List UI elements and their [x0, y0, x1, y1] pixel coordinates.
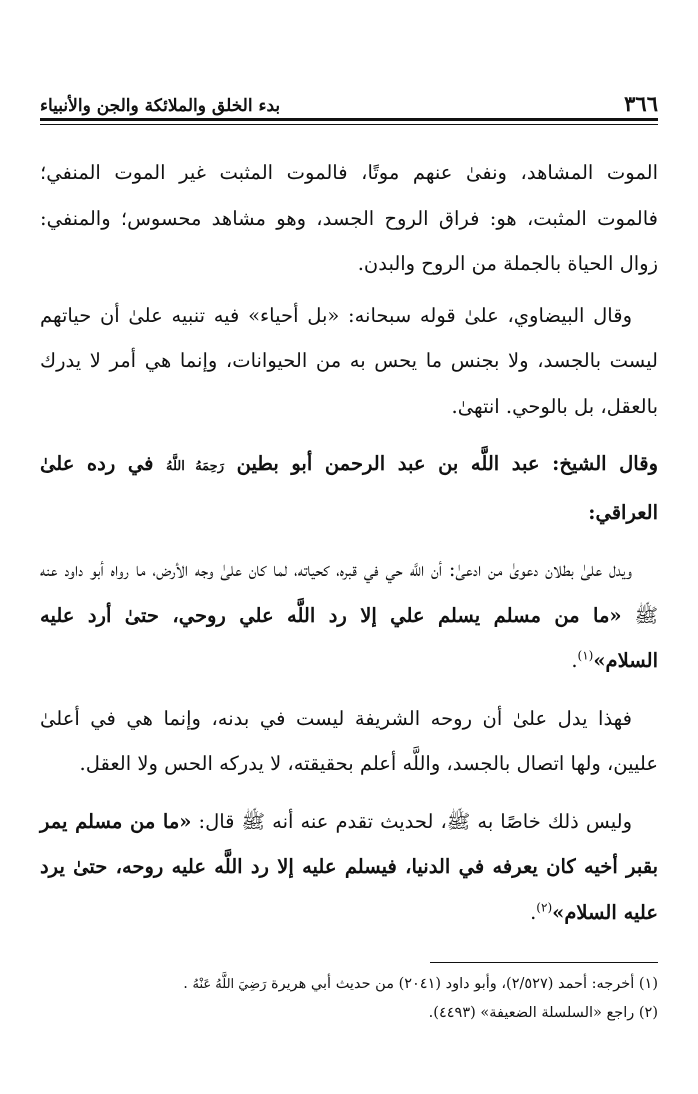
footnote-1: (١) أخرجه: أحمد (٢/٥٢٧)، وأبو داود (٢٠٤١) من حديث أبي هريرة رَضِيَ اللَّهُ عَنْهُ .: [183, 976, 658, 992]
running-title: بدء الخلق والملائكة والجن والأنبياء: [40, 96, 281, 116]
hadith-text-1: «ما من مسلم يسلم علي إلا رد اللَّه علي روحي، حتىٰ أرد عليه السلام»: [40, 603, 658, 672]
footnote-text: راجع «السلسلة الضعيفة» (٤٤٩٣).: [428, 1005, 635, 1021]
section-heading: [40, 441, 658, 535]
paragraph-death-definition: الموت المشاهد، ونفىٰ عنهم موتًا، فالموت المثبت غير الموت المنفي؛ فالموت المثبت، هو: فراق الروح الجسد، وهو مشاهد محسوس؛ والمنفي: زوال الحياة بالجملة من الروح والبدن.: [40, 161, 658, 275]
hadith-text-2: «ما من مسلم يمر بقبر أخيه كان يعرفه في الدنيا، فيسلم عليه إلا رد اللَّه عليه روحه، حتىٰ يرد عليه السلام»: [40, 809, 658, 924]
footnote-ref-1[interactable]: (١): [577, 648, 594, 663]
paragraph-baydawi: وقال البيضاوي، علىٰ قوله سبحانه: «بل أحياء» فيه تنبيه علىٰ أن حياتهم ليست بالجسد، ولا بجنس ما يحس به من الحيوانات، وإنما هي أمر لا يدرك بالعقل، بل بالوحي. انتهىٰ.: [40, 303, 658, 418]
footnote-ref-2[interactable]: (٢): [536, 900, 553, 914]
salawat-glyph: ﷺ: [241, 809, 266, 833]
heading-text: وقال الشيخ: عبد اللَّه بن عبد الرحمن أبو بطين: [236, 452, 658, 475]
para5-text-2: ، لحديث تقدم عنه أنه: [272, 809, 447, 833]
salawat-glyph: ﷺ: [634, 603, 659, 627]
footnote-marker: (٢): [638, 1005, 658, 1021]
header-rule-thin: [40, 124, 658, 125]
paragraph-abu-dawud: ويدل علىٰ بطلان دعوىٰ من ادعىٰ: أن اللَّه حي في قبره، كحياته، لما كان علىٰ وجه الأرض، ما رواه أبو داود عنه ﷺ «ما من مسلم يسلم علي إلا رد اللَّه علي روحي، حتىٰ أرد عليه السلام»$^{(١)}$.: [40, 558, 659, 672]
rahimahullah-glyph: رَحِمَهُ اللَّهُ: [166, 459, 224, 474]
footnote-text: أخرجه: أحمد (٢/٥٢٧)، وأبو داود (٢٠٤١) من حديث أبي هريرة: [271, 976, 635, 992]
body-text: [40, 150, 658, 935]
page-number: ٣٦٦: [624, 91, 658, 116]
footnote-marker: (١): [638, 976, 658, 992]
salawat-glyph: ﷺ: [446, 809, 471, 833]
para5-text-3: قال:: [198, 809, 235, 833]
footnotes: [40, 970, 658, 1027]
paragraph-not-specific: وليس ذلك خاصًا به ﷺ، لحديث تقدم عنه أنه ﷺ قال: «ما من مسلم يمر بقبر أخيه كان يعرفه في الدنيا، فيسلم عليه إلا رد اللَّه عليه روحه، حتىٰ يرد عليه السلام»$^{(٢)}$.: [40, 809, 658, 924]
footnote-2: [40, 999, 658, 1027]
radiyallahu-glyph: رَضِيَ اللَّهُ عَنْهُ: [192, 977, 267, 992]
para5-text-1: وليس ذلك خاصًا به: [477, 809, 632, 833]
paragraph-soul-location: فهذا يدل علىٰ أن روحه الشريفة ليست في بدنه، وإنما هي في أعلىٰ عليين، ولها اتصال بالجسد، واللَّه أعلم بحقيقته، لا يدركه الحس ولا العقل.: [40, 706, 658, 775]
footnote-separator: [430, 962, 658, 963]
heading-tail: في رده علىٰ العراقي:: [40, 452, 658, 524]
running-head: [40, 86, 658, 116]
para3-text: ويدل علىٰ بطلان دعوىٰ من ادعىٰ: أن اللَّه حي في قبره، كحياته، لما كان علىٰ وجه الأرض، ما رواه أبو داود عنه: [40, 558, 632, 581]
header-rule-thick: [40, 118, 658, 121]
